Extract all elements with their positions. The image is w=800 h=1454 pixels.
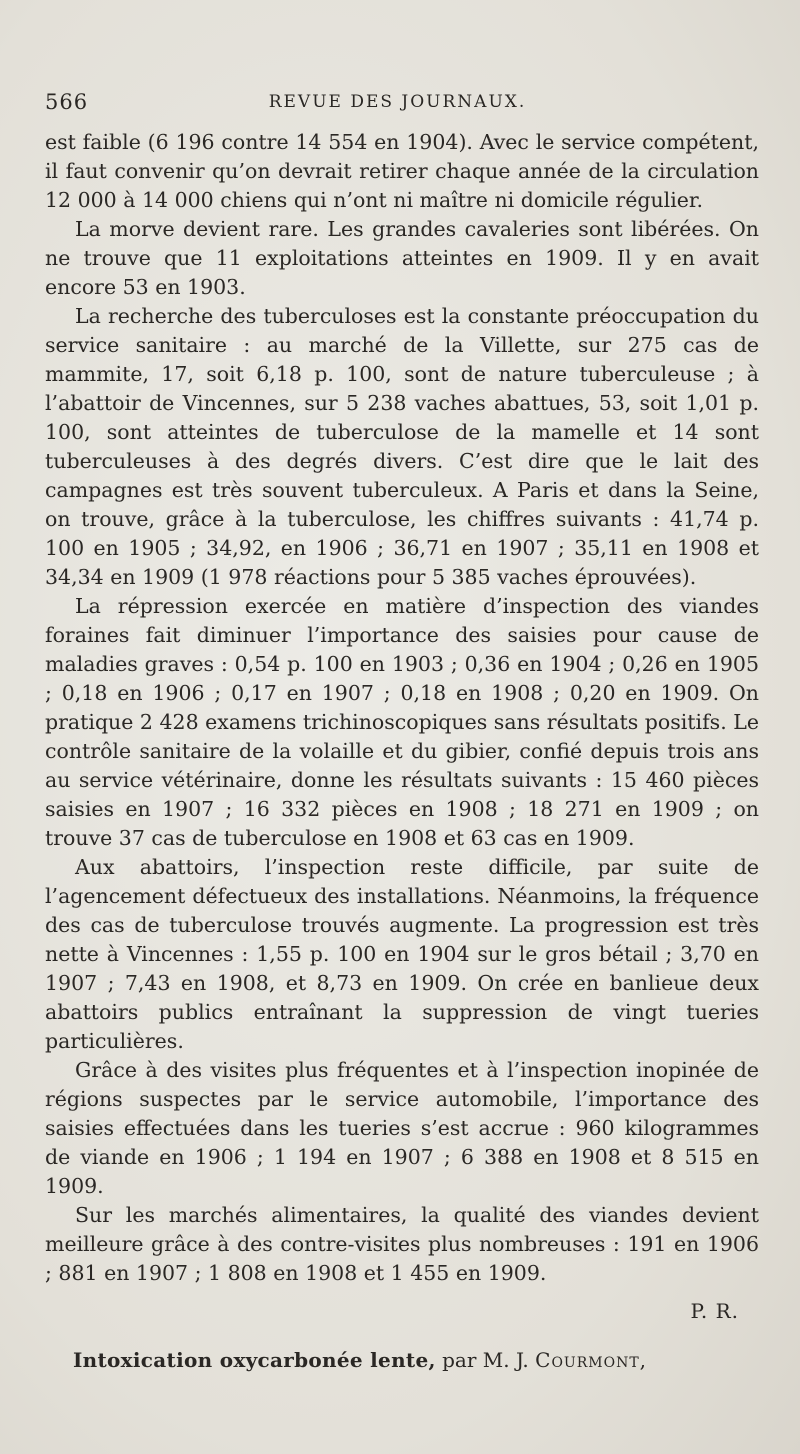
next-article-title: Intoxication oxycarbonée lente,	[73, 1348, 436, 1372]
signature: P. R.	[690, 1299, 739, 1323]
next-article-author: Courmont,	[535, 1348, 648, 1372]
paragraph-saisies-tueries: Grâce à des visites plus fréquentes et à l’inspection inopinée de régions suspectes par le service automobile, l’importance des saisies effectuées dans les tueries s’est accrue : 960 kilogrammes de viande en 1906 ; 1 194 en 1907 ; 6 388 en 1908 et 8 515 en 1909.	[45, 1058, 759, 1198]
page-number: 566	[45, 90, 89, 114]
running-title: REVUE DES JOURNAUX.	[268, 92, 527, 112]
paragraph-abattoirs: Aux abattoirs, l’inspection reste difficile, par suite de l’agencement défectueux des installations. Néanmoins, la fréquence des cas de tuberculose trouvés augmente. La progression est très nette à Vincennes : 1,55 p. 100 en 1904 sur le gros bétail ; 3,70 en 1907 ; 7,43 en 1908, et 8,73 en 1909. On crée en banlieue deux abattoirs publics entraînant la suppression de vingt tueries particulières.	[45, 855, 759, 1053]
paragraph-morve: La morve devient rare. Les grandes cavaleries sont libérées. On ne trouve que 11 exploitations atteintes en 1909. Il y en avait encore 53 en 1903.	[45, 217, 759, 299]
paragraph-viandes-foraines: La répression exercée en matière d’inspection des viandes foraines fait diminuer l’importance des saisies pour cause de maladies graves : 0,54 p. 100 en 1903 ; 0,36 en 1904 ; 0,26 en 1905 ; 0,18 en 1906 ; 0,17 en 1907 ; 0,18 en 1908 ; 0,20 en 1909. On pratique 2 428 examens trichinoscopiques sans résultats positifs. Le contrôle sanitaire de la volaille et du gibier, confié depuis trois ans au service vétérinaire, donne les résultats suivants : 15 460 pièces saisies en 1907 ; 16 332 pièces en 1908 ; 18 271 en 1909 ; on trouve 37 cas de tuberculose en 1908 et 63 cas en 1909.	[45, 594, 759, 850]
paragraph-continuation: est faible (6 196 contre 14 554 en 1904). Avec le service compétent, il faut convenir qu’on devrait retirer chaque année de la circulation 12 000 à 14 000 chiens qui n’ont ni maître ni domicile régulier.	[45, 130, 759, 212]
paragraph-tuberculoses: La recherche des tuberculoses est la constante préoccupation du service sanitaire : au marché de la Villette, sur 275 cas de mammite, 17, soit 6,18 p. 100, sont de nature tuberculeuse ; à l’abattoir de Vincennes, sur 5 238 vaches abattues, 53, soit 1,01 p. 100, sont atteintes de tuberculose de la mamelle et 14 sont tuberculeuses à des degrés divers. C’est dire que le lait des campagnes est très souvent tuberculeux. A Paris et dans la Seine, on trouve, grâce à la tuberculose, les chiffres suivants : 41,74 p. 100 en 1905 ; 34,92, en 1906 ; 36,71 en 1907 ; 35,11 en 1908 et 34,34 en 1909 (1 978 réactions pour 5 385 vaches éprouvées).	[45, 304, 759, 589]
running-header	[45, 90, 750, 116]
next-article-heading	[45, 1346, 759, 1375]
next-article-byline: par M. J.	[442, 1348, 529, 1372]
paragraph-marches: Sur les marchés alimentaires, la qualité des viandes devient meilleure grâce à des contre-visites plus nombreuses : 191 en 1906 ; 881 en 1907 ; 1 808 en 1908 et 1 455 en 1909.	[45, 1203, 759, 1285]
article-body	[45, 128, 759, 1375]
